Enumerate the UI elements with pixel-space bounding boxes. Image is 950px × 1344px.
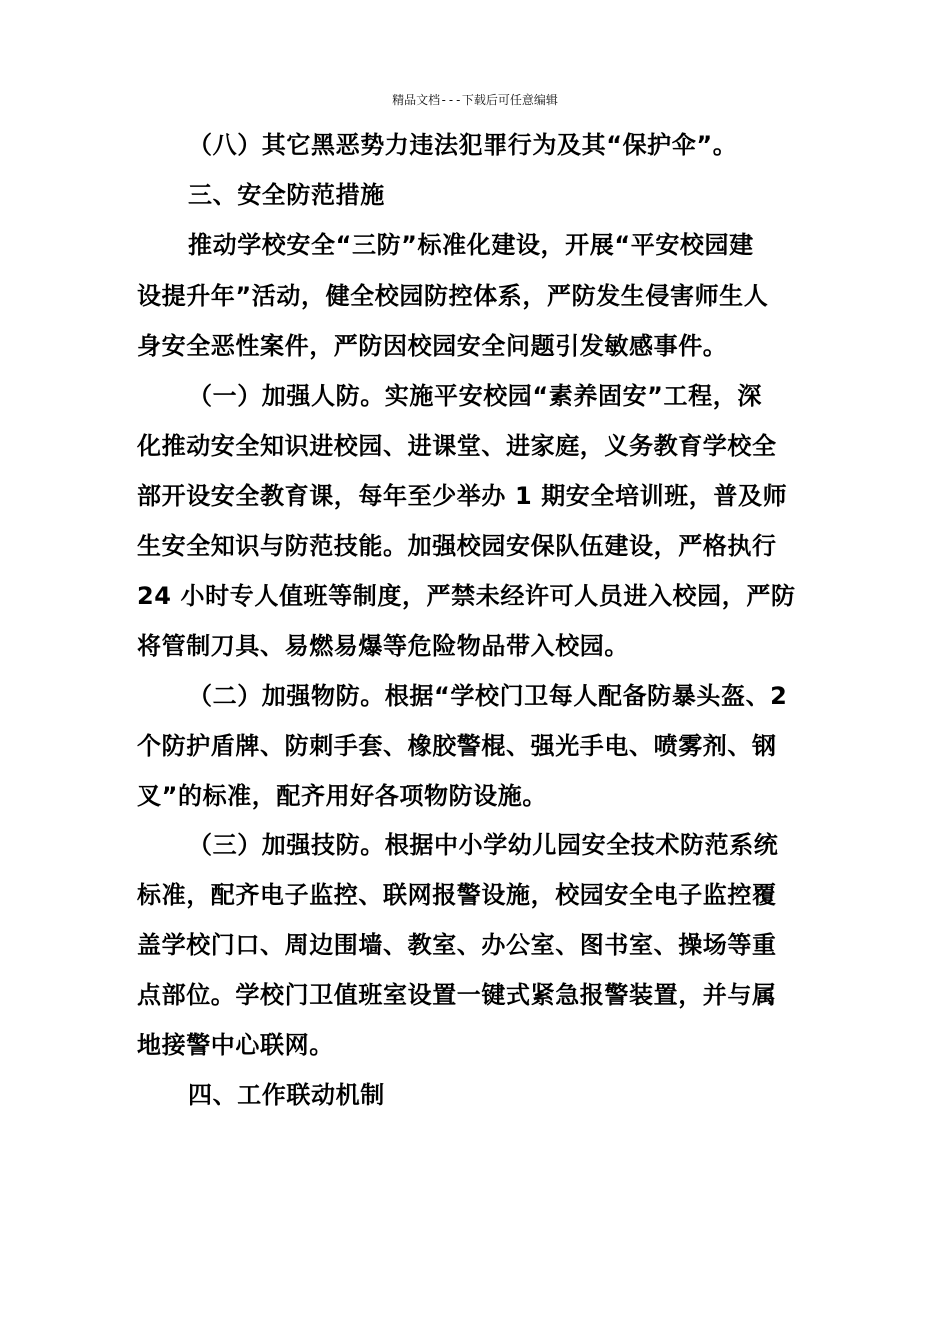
paragraph-line: 点部位。学校门卫值班室设置一键式紧急报警装置，并与属	[137, 981, 777, 1009]
paragraph-line: （二）加强物防。根据“学校门卫每人配备防暴头盔、2	[188, 682, 788, 710]
paragraph-line: 盖学校门口、周边围墙、教室、办公室、图书室、操场等重	[137, 931, 777, 959]
paragraph-line: 推动学校安全“三防”标准化建设，开展“平安校园建	[188, 231, 754, 259]
paragraph-line: 标准，配齐电子监控、联网报警设施，校园安全电子监控覆	[137, 881, 777, 909]
paragraph-line: （三）加强技防。根据中小学幼儿园安全技术防范系统	[188, 831, 779, 859]
paragraph-line: 设提升年”活动，健全校园防控体系，严防发生侵害师生人	[137, 282, 769, 310]
paragraph-line: 24 小时专人值班等制度，严禁未经许可人员进入校园，严防	[137, 582, 796, 610]
paragraph-line: 生安全知识与防范技能。加强校园安保队伍建设，严格执行	[137, 532, 777, 560]
page-header: 精品文档---下载后可任意编辑	[392, 93, 558, 107]
paragraph-line: （八）其它黑恶势力违法犯罪行为及其“保护伞”。	[188, 131, 738, 159]
paragraph-line: 个防护盾牌、防刺手套、橡胶警棍、强光手电、喷雾剂、钢	[137, 732, 777, 760]
paragraph-line: 部开设安全教育课，每年至少举办 1 期安全培训班，普及师	[137, 482, 788, 510]
paragraph-line: （一）加强人防。实施平安校园“素养固安”工程，深	[188, 382, 762, 410]
paragraph-line: 身安全恶性案件，严防因校园安全问题引发敏感事件。	[137, 332, 728, 360]
section-heading: 三、安全防范措施	[188, 181, 385, 209]
paragraph-line: 地接警中心联网。	[137, 1031, 334, 1059]
section-heading: 四、工作联动机制	[188, 1081, 385, 1109]
paragraph-line: 化推动安全知识进校园、进课堂、进家庭，义务教育学校全	[137, 432, 777, 460]
paragraph-line: 叉”的标准，配齐用好各项物防设施。	[137, 782, 547, 810]
paragraph-line: 将管制刀具、易燃易爆等危险物品带入校园。	[137, 632, 629, 660]
